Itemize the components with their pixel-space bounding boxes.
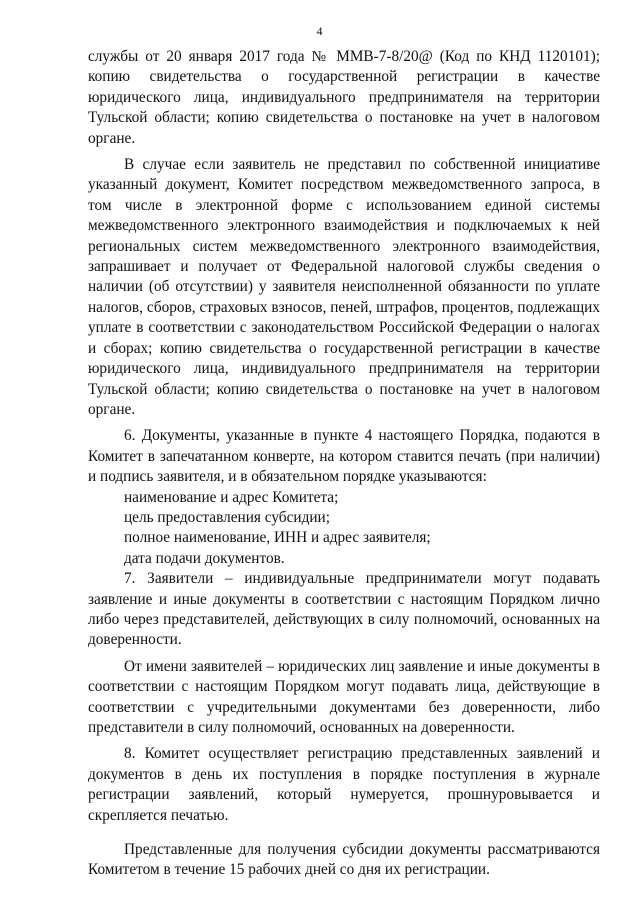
document-body xyxy=(88,47,600,881)
page-number: 4 xyxy=(316,24,323,38)
paragraph-item-6-envelope: 6. Документы, указанные в пункте 4 настоящего Порядка, подаются в Комитет в запечатанном конверте, на котором ставится печать (при наличии) и подпись заявителя, и в обязательном порядке указываются: xyxy=(88,427,600,486)
list-item: дата подачи документов. xyxy=(124,549,285,567)
paragraph-interagency-request: В случае если заявитель не представил по собственной инициативе указанный документ, Комитет посредством межведомственного запроса, в том числе в электронной форме с использованием единой системы межведомственного электронного взаимодействия и подключаемых к ней региональных систем межведомственного электронного взаимодействия, запрашивает и получает от Федеральной налоговой службы сведения о наличии (об отсутствии) у заявителя неисполненной обязанности по уплате налогов, сборов, страховых взносов, пеней, штрафов, процентов, подлежащих уплате в соответствии с законодательством Российской Федерации о налогах и сборах; копию свидетельства о государственной регистрации в качестве юридического лица, индивидуального предпринимателя на территории Тульской области; копию свидетельства о постановке на учет в налоговом органе. xyxy=(88,156,600,418)
list-item: наименование и адрес Комитета; xyxy=(124,488,339,506)
paragraph-legal-entities: От имени заявителей – юридических лиц заявление и иные документы в соответствии с настоящим Порядком могут подавать лица, действующие в соответствии с учредительными документами без доверенности, либо представители в силу полномочий, основанных на доверенности. xyxy=(88,657,600,736)
paragraph-review-period: Представленные для получения субсидии документы рассматриваются Комитетом в течение 15 рабочих дней со дня их регистрации. xyxy=(88,841,600,879)
envelope-details-list xyxy=(88,488,600,570)
list-item: полное наименование, ИНН и адрес заявителя; xyxy=(124,529,431,547)
paragraph-item-7-individual-entrepreneurs: 7. Заявители – индивидуальные предприниматели могут подавать заявление и иные документы в соответствии с настоящим Порядком лично либо через представителей, действующих в силу полномочий, основанных на доверенности. xyxy=(88,570,600,649)
paragraph-item-8-registration: 8. Комитет осуществляет регистрацию представленных заявлений и документов в день их поступления в порядке поступления в журнале регистрации заявлений, который нумеруется, прошнуровывается и скрепляется печатью. xyxy=(88,745,600,824)
list-item: цель предоставления субсидии; xyxy=(124,508,330,526)
paragraph-tax-documents: службы от 20 января 2017 года № ММВ-7-8/20@ (Код по КНД 1120101); копию свидетельства о государственной регистрации в качестве юридического лица, индивидуального предпринимателя на территории Тульской области; копию свидетельства о постановке на учет в налоговом органе. xyxy=(88,48,600,147)
